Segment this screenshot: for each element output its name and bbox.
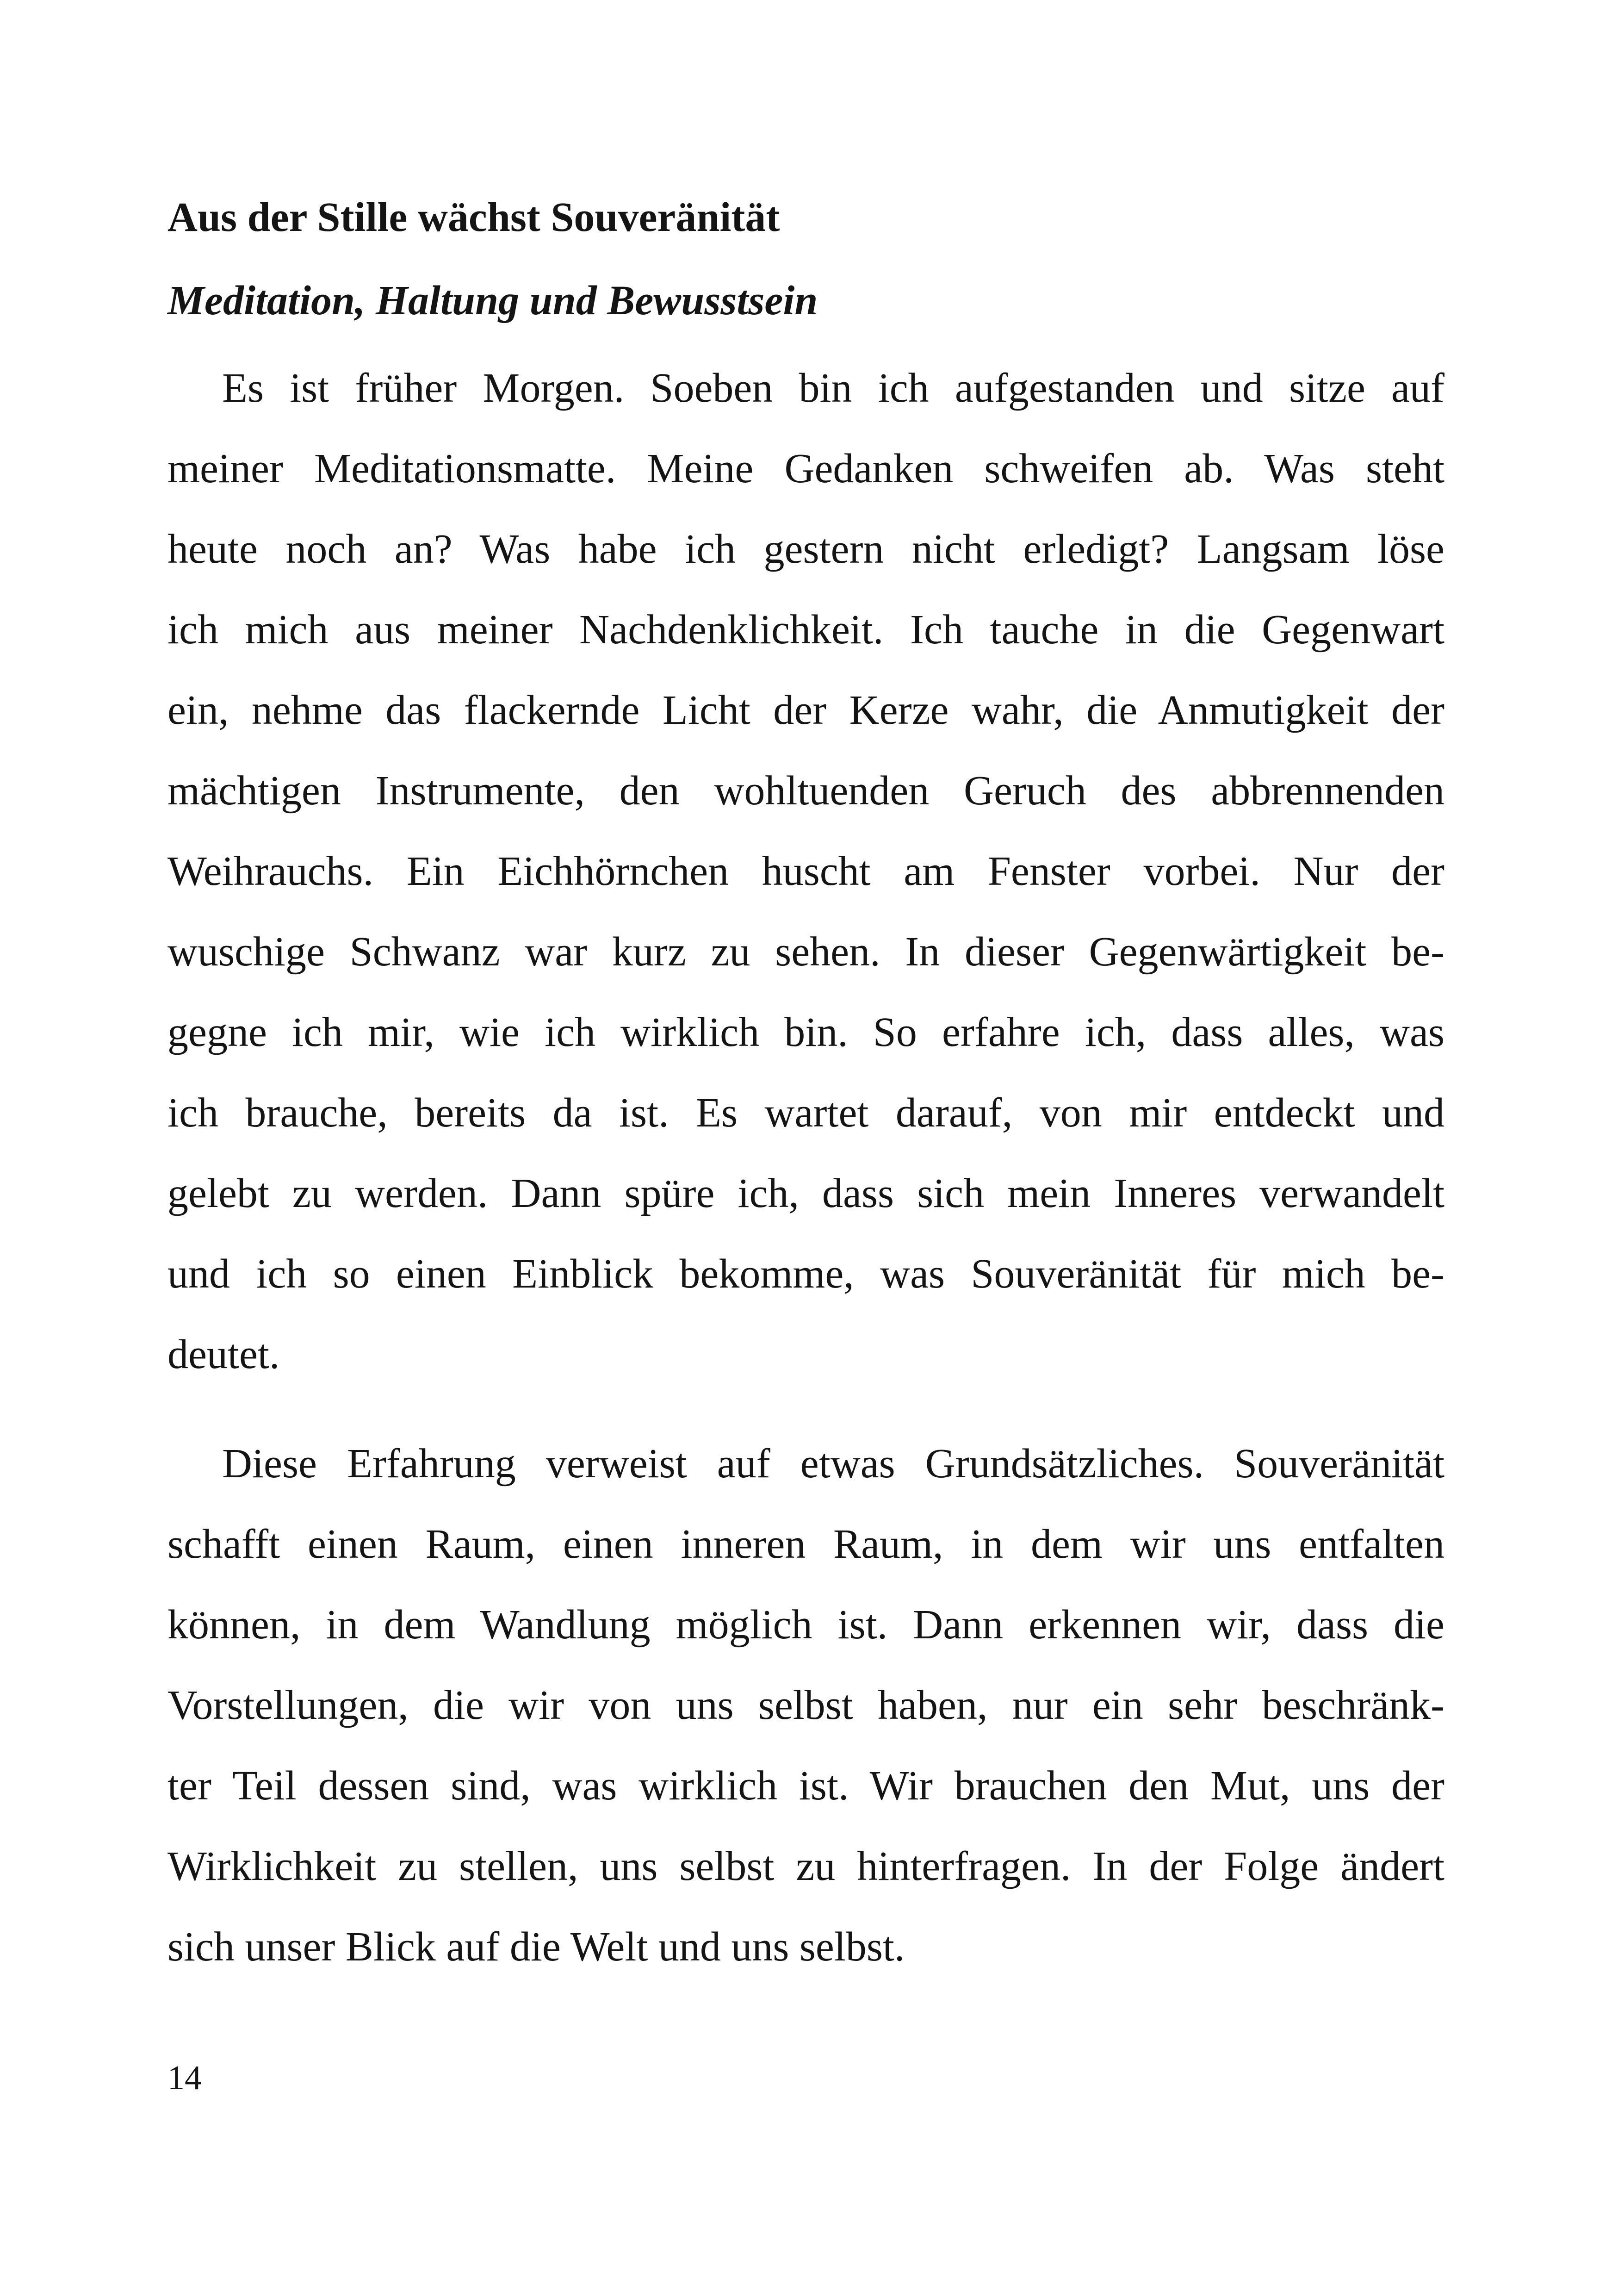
paragraph-line: gegne ich mir, wie ich wirklich bin. So erfahre ich, dass alles, was xyxy=(167,1009,1444,1055)
paragraph-line: ich mich aus meiner Nachdenklichkeit. Ich tauche in die Gegenwart xyxy=(167,607,1444,653)
paragraph-line: sich unser Blick auf die Welt und uns selbst. xyxy=(167,1924,905,1970)
paragraph-line: meiner Meditationsmatte. Meine Gedanken schweifen ab. Was steht xyxy=(167,446,1444,492)
paragraph-line: ter Teil dessen sind, was wirklich ist. Wir brauchen den Mut, uns der xyxy=(167,1763,1444,1809)
paragraph-line: Es ist früher Morgen. Soeben bin ich aufgestanden und sitze auf xyxy=(222,365,1444,411)
paragraph-line: gelebt zu werden. Dann spüre ich, dass sich mein Inneres verwandelt xyxy=(167,1170,1444,1216)
paragraph-line: Weihrauchs. Ein Eichhörnchen huscht am Fenster vorbei. Nur der xyxy=(167,848,1444,894)
paragraph-line: Diese Erfahrung verweist auf etwas Grundsätzliches. Souveränität xyxy=(222,1441,1444,1487)
paragraph-1 xyxy=(167,348,1444,1395)
paragraph-line: schafft einen Raum, einen inneren Raum, in dem wir uns entfalten xyxy=(167,1521,1444,1567)
paragraph-line: ein, nehme das flackernde Licht der Kerze wahr, die Anmutigkeit der xyxy=(167,687,1444,733)
page-content xyxy=(167,176,1444,1987)
paragraph-line: deutet. xyxy=(167,1332,280,1377)
chapter-title: Aus der Stille wächst Souveränität xyxy=(167,194,780,240)
page-number: 14 xyxy=(167,2059,202,2097)
paragraph-line: und ich so einen Einblick bekomme, was Souveränität für mich be- xyxy=(167,1251,1444,1297)
chapter-subtitle: Meditation, Haltung und Bewusstsein xyxy=(167,278,818,324)
paragraph-2 xyxy=(167,1424,1444,1987)
paragraph-line: mächtigen Instrumente, den wohltuenden Geruch des abbrennenden xyxy=(167,768,1444,814)
paragraph-line: Wirklichkeit zu stellen, uns selbst zu hinterfragen. In der Folge ändert xyxy=(167,1843,1444,1889)
paragraph-line: Vorstellungen, die wir von uns selbst haben, nur ein sehr beschränk- xyxy=(167,1682,1444,1728)
paragraph-line: heute noch an? Was habe ich gestern nicht erledigt? Langsam löse xyxy=(167,526,1444,572)
paragraph-line: ich brauche, bereits da ist. Es wartet darauf, von mir entdeckt und xyxy=(167,1090,1444,1136)
paragraph-line: können, in dem Wandlung möglich ist. Dann erkennen wir, dass die xyxy=(167,1602,1444,1648)
paragraph-line: wuschige Schwanz war kurz zu sehen. In dieser Gegenwärtigkeit be- xyxy=(167,929,1444,975)
